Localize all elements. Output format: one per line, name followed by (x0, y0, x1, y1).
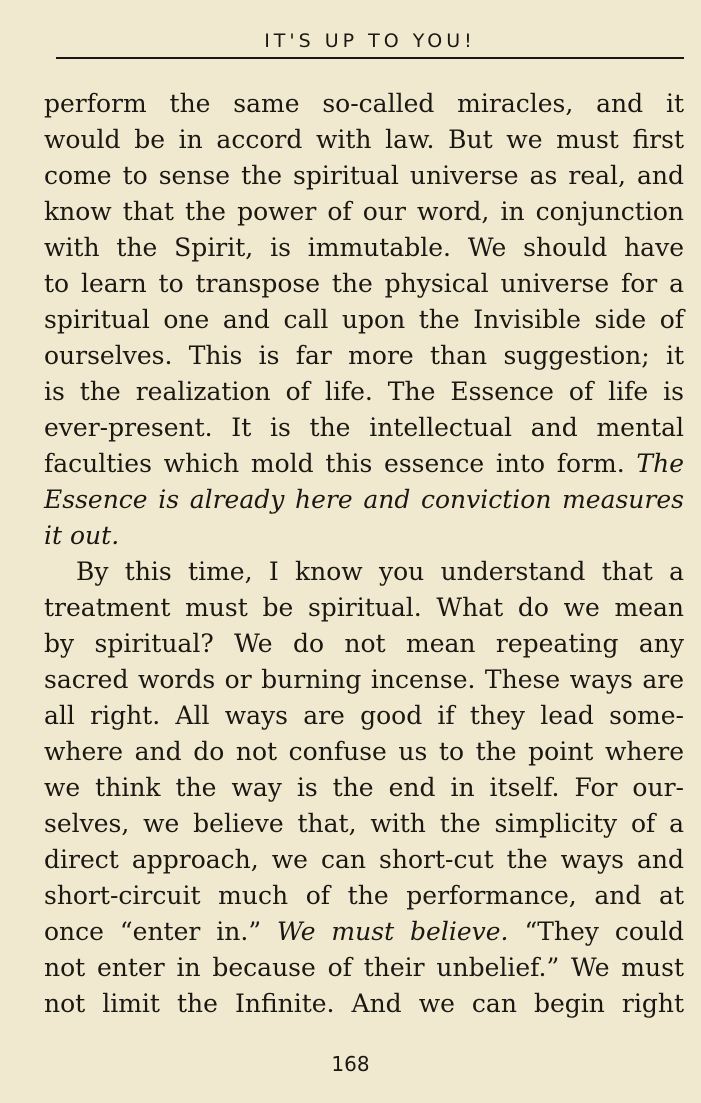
text-line: direct approach, we can short-cut the ways and (44, 845, 684, 874)
text-line: perform the same so-called miracles, and it (44, 89, 684, 118)
italic-run: We must believe. (277, 917, 509, 946)
header-rule (56, 57, 684, 59)
running-head: IT'S UP TO YOU! (264, 30, 476, 52)
italic-run: it out. (44, 521, 120, 550)
text-run: faculties which mold this essence into form. (44, 449, 625, 478)
text-line: by spiritual? We do not mean repeating any (44, 629, 684, 658)
text-line (44, 446, 684, 482)
text-line: where and do not confuse us to the point where (44, 737, 684, 766)
text-run: “They could (524, 917, 684, 946)
body-text (44, 86, 684, 1022)
text-line: spiritual one and call upon the Invisible side of (44, 305, 684, 334)
page-number: 168 (331, 1052, 370, 1076)
text-line (44, 482, 684, 518)
text-run: once “enter in.” (44, 917, 262, 946)
text-line: come to sense the spiritual universe as real, and (44, 161, 684, 190)
text-line: selves, we believe that, with the simplicity of a (44, 809, 684, 838)
text-line: would be in accord with law. But we must first (44, 125, 684, 154)
text-line: not enter in because of their unbelief.” We must (44, 953, 684, 982)
text-line: all right. All ways are good if they lead some- (44, 701, 684, 730)
text-line: we think the way is the end in itself. For our- (44, 773, 684, 802)
text-line: to learn to transpose the physical universe for a (44, 269, 684, 298)
text-line: not limit the Infinite. And we can begin right (44, 989, 684, 1018)
text-line: ever-present. It is the intellectual and mental (44, 413, 684, 442)
text-line (44, 914, 684, 950)
text-line: short-circuit much of the performance, and at (44, 881, 684, 910)
text-line (44, 518, 684, 554)
text-line: By this time, I know you understand that a (76, 557, 684, 586)
italic-run: Essence is already here and conviction measures (44, 485, 684, 514)
text-line: ourselves. This is far more than suggestion; it (44, 341, 684, 370)
text-line: with the Spirit, is immutable. We should have (44, 233, 684, 262)
text-line: is the realization of life. The Essence of life is (44, 377, 684, 406)
text-line: treatment must be spiritual. What do we mean (44, 593, 684, 622)
text-line: know that the power of our word, in conjunction (44, 197, 684, 226)
text-line: sacred words or burning incense. These ways are (44, 665, 684, 694)
italic-run: The (636, 449, 684, 478)
